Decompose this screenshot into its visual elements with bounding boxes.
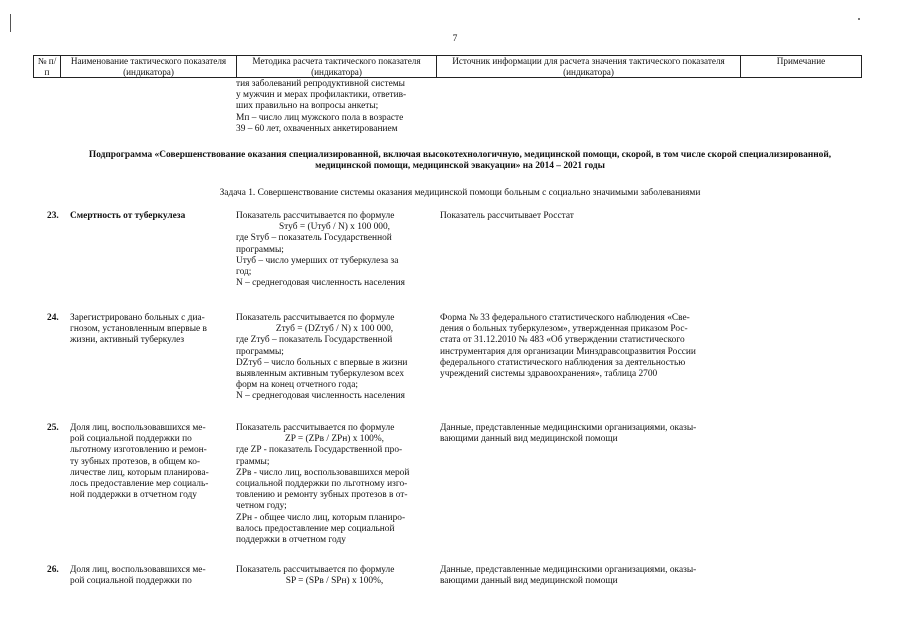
method-line: социальной поддержки по льготному изго-	[236, 479, 408, 490]
row-25-method	[236, 423, 433, 546]
row-25-source	[440, 423, 732, 445]
name-line: личестве лиц, которым планирова-	[70, 467, 209, 478]
method-line: ZPв - число лиц, воспользовавшихся мерой	[236, 467, 410, 478]
name-line: рой социальной поддержки по	[70, 576, 192, 587]
method-formula: Zтуб = (DZтуб / N) х 100 000,	[275, 324, 394, 335]
subprogram-heading	[60, 150, 860, 173]
source-line: учреждений системы здравоохранения», таблица 2700	[440, 369, 658, 380]
source-line: Форма № 33 федерального статистического наблюдения «Све-	[440, 313, 690, 323]
method-line: Показатель рассчитывается по формуле	[236, 565, 395, 575]
row-24-method	[236, 313, 433, 403]
continued-line: тия заболеваний репродуктивной системы	[236, 79, 405, 89]
method-line: где Sтуб – показатель Государственной	[236, 233, 392, 244]
method-line: где Zтуб – показатель Государственной	[236, 335, 393, 346]
continued-line: 39 – 60 лет, охваченных анкетированием	[236, 123, 398, 134]
row-24-number: 24.	[47, 313, 59, 323]
method-line: DZтуб – число больных с впервые в жизни	[236, 357, 408, 368]
method-line: где ZP - показатель Государственной про-	[236, 445, 403, 456]
row-23-source	[440, 211, 732, 222]
row-26-number: 26.	[47, 565, 59, 575]
name-line: лось предоставление мер социаль-	[70, 479, 209, 490]
method-line: Показатель рассчитывается по формуле	[236, 313, 395, 323]
page-number: 7	[452, 34, 458, 44]
name-line: Доля лиц, воспользовавшихся ме-	[70, 565, 206, 575]
header-col-number: № п/п	[34, 56, 61, 78]
method-line: товлению и ремонту зубных протезов в от-	[236, 490, 408, 501]
method-line: четном году;	[236, 501, 287, 512]
method-line: Показатель рассчитывается по формуле	[236, 211, 395, 221]
method-line: поддержки в отчетном году	[236, 535, 346, 546]
row-26-source	[440, 565, 732, 587]
method-line: Uтуб – число умерших от туберкулеза за	[236, 255, 399, 266]
source-line: Данные, представленные медицинскими организациями, оказы-	[440, 423, 697, 433]
name-line: жизни, активный туберкулез	[70, 335, 185, 346]
method-formula: Sтуб = (Uтуб / N) х 100 000,	[278, 222, 391, 233]
subprogram-line: медицинской помощи, медицинской эвакуации» на 2014 – 2021 годы	[315, 161, 605, 172]
source-line: дения о больных туберкулезом», утвержденная приказом Рос-	[440, 324, 688, 335]
row-25-name	[70, 423, 228, 501]
scan-dot-mark	[858, 18, 860, 20]
row-24-source	[440, 313, 732, 380]
row-23-method	[236, 211, 433, 289]
name-line: Доля лиц, воспользовавшихся ме-	[70, 423, 206, 433]
continued-line: ших правильно на вопросы анкеты;	[236, 101, 379, 112]
method-line: программы;	[236, 346, 284, 357]
header-col-name: Наименование тактического показателя (индикатора)	[61, 56, 237, 78]
method-line: ZPн - общее число лиц, которым планиро-	[236, 512, 406, 523]
row-25-number: 25.	[47, 423, 59, 433]
method-formula: ZP = (ZPв / ZPн) х 100%,	[284, 434, 385, 445]
method-line: форм на конец отчетного года;	[236, 380, 358, 391]
header-col-method: Методика расчета тактического показателя (индикатора)	[237, 56, 437, 78]
method-formula: SP = (SPв / SPн) х 100%,	[285, 576, 384, 587]
continued-line: у мужчин и мерах профилактики, ответив-	[236, 90, 407, 101]
header-col-source: Источник информации для расчета значения тактического показателя (индикатора)	[437, 56, 741, 78]
row-23-number: 23.	[47, 211, 59, 221]
row-23-name	[70, 211, 228, 222]
source-line: вающими данный вид медицинской помощи	[440, 434, 618, 445]
source-line: Показатель рассчитывает Росстат	[440, 211, 574, 221]
name-line: гнозом, установленным впервые в	[70, 324, 207, 335]
row-26-name	[70, 565, 228, 587]
source-line: вающими данный вид медицинской помощи	[440, 576, 618, 587]
scan-edge-mark	[10, 14, 11, 32]
row-26-method	[236, 565, 433, 587]
name-line: ту зубных протезов, в общем ко-	[70, 456, 201, 467]
row-24-name	[70, 313, 228, 347]
method-line: N – среднегодовая численность населения	[236, 391, 405, 402]
name-line: рой социальной поддержки по	[70, 434, 192, 445]
name-line: Зарегистрировано больных с диа-	[70, 313, 205, 323]
source-line: инструментария для организации Минздравсоцразвития России	[440, 346, 696, 357]
method-line: выявленным активным туберкулезом всех	[236, 369, 405, 380]
source-line: федерального статистического наблюдения за деятельностью	[440, 357, 686, 368]
source-line: Данные, представленные медицинскими организациями, оказы-	[440, 565, 697, 575]
method-line: N – среднегодовая численность населения	[236, 278, 405, 289]
table-header	[33, 55, 862, 78]
continued-line: Мп – число лиц мужского пола в возрасте	[236, 112, 404, 123]
name-line: ной поддержки в отчетном году	[70, 490, 197, 501]
header-col-note: Примечание	[741, 56, 862, 78]
source-line: стата от 31.12.2010 № 483 «Об утверждении статистического	[440, 335, 685, 346]
method-line: год;	[236, 267, 252, 278]
continued-method-text	[236, 79, 436, 135]
method-line: программы;	[236, 244, 284, 255]
name-line: льготному изготовлению и ремон-	[70, 445, 207, 456]
method-line: Показатель рассчитывается по формуле	[236, 423, 395, 433]
method-line: граммы;	[236, 456, 270, 467]
header-row	[34, 56, 862, 78]
task-heading: Задача 1. Совершенствование системы оказания медицинской помощи больным с социально значимыми заболеваниями	[219, 188, 701, 198]
name-line: Смертность от туберкулеза	[70, 211, 186, 221]
subprogram-line: Подпрограмма «Совершенствование оказания специализированной, включая высокотехнологичную, медицинской помощи, скорой, в том числе скорой специализированной,	[88, 150, 832, 160]
method-line: валось предоставление мер социальной	[236, 523, 395, 534]
